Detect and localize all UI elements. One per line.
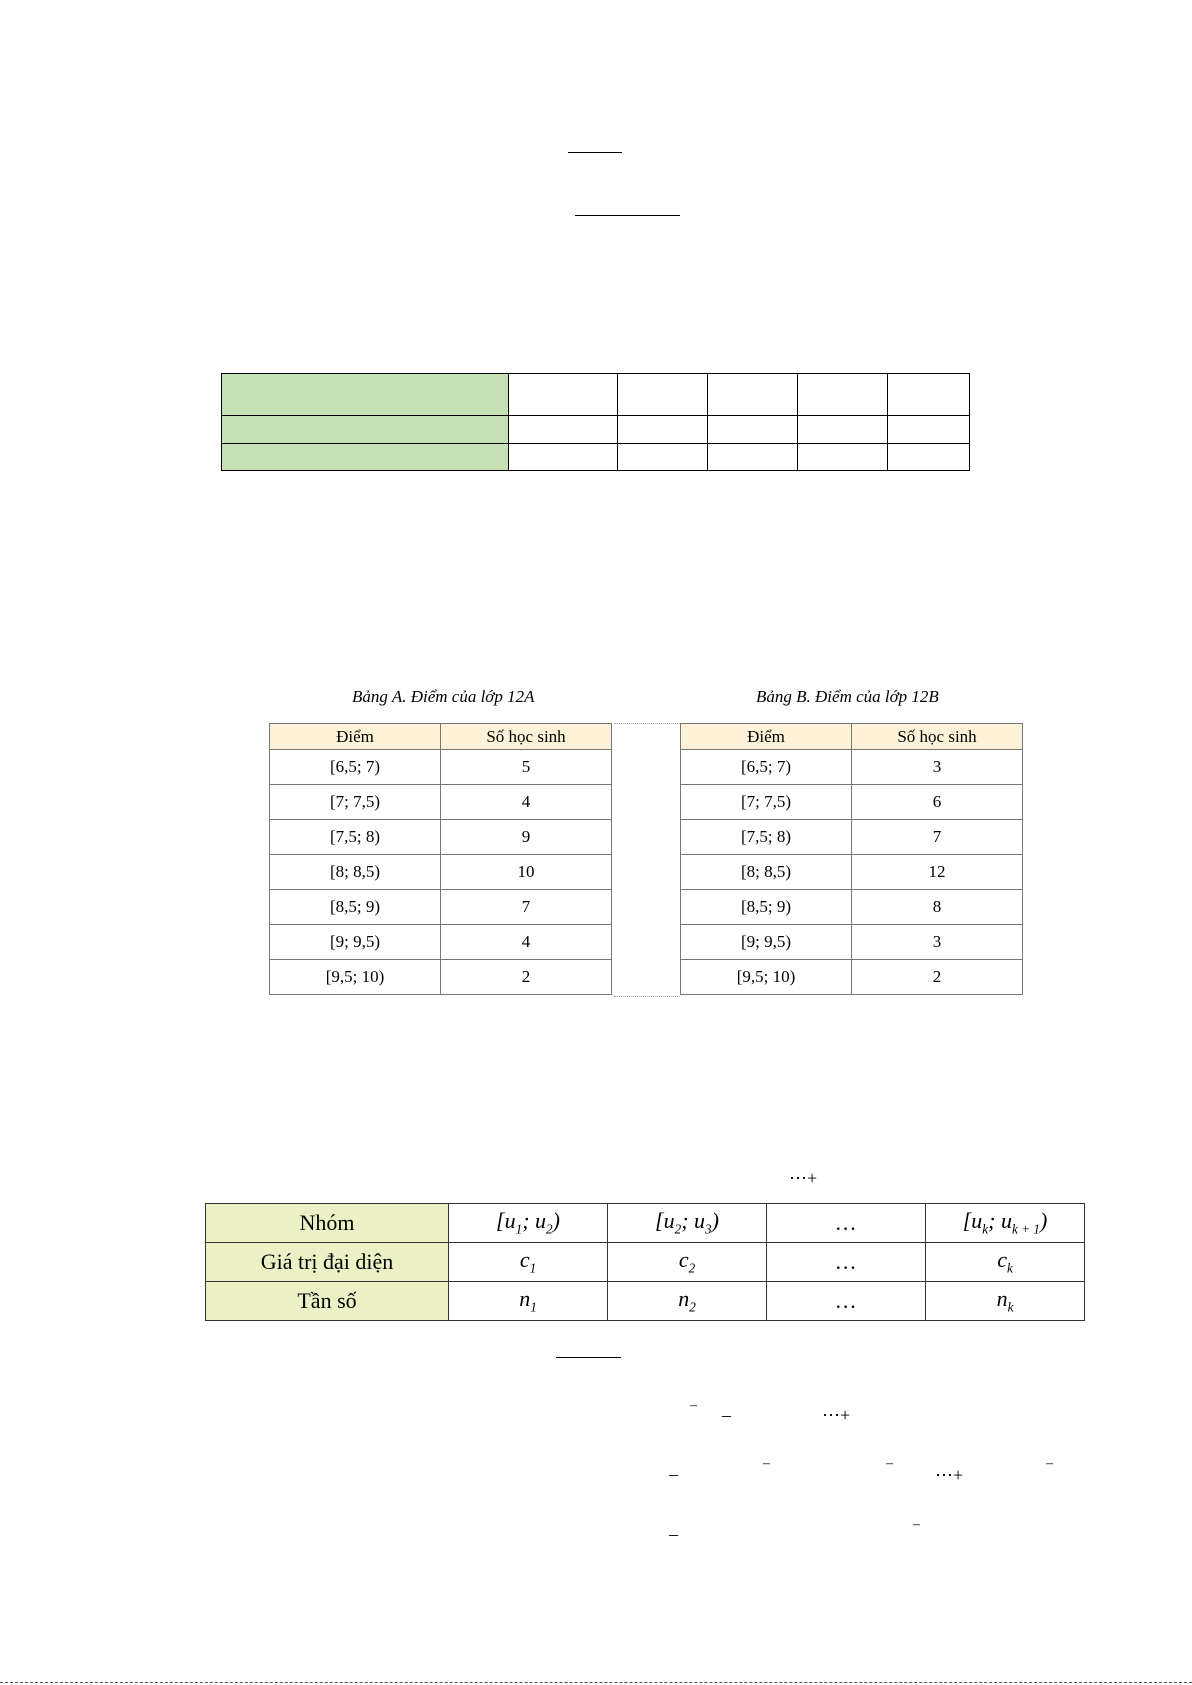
student-count-cell: 6 xyxy=(852,785,1023,820)
score-range-cell: [7; 7,5) xyxy=(681,785,852,820)
subscript: 2 xyxy=(688,1260,696,1276)
bound-subscript: 3 xyxy=(705,1221,712,1237)
score-range-cell: [8,5; 9) xyxy=(270,890,441,925)
column-header-students: Số học sinh xyxy=(852,724,1023,750)
student-count-cell: 4 xyxy=(441,785,612,820)
score-range-cell: [8,5; 9) xyxy=(681,890,852,925)
table-row xyxy=(681,925,1023,960)
symbol: n xyxy=(996,1286,1008,1312)
bound-subscript: 1 xyxy=(515,1221,523,1237)
table-row xyxy=(270,750,612,785)
page-edge-line xyxy=(0,1682,1192,1683)
fraction-bar xyxy=(575,215,680,216)
overline-mark: – xyxy=(913,1517,920,1532)
table-row xyxy=(270,785,612,820)
frequency-cell xyxy=(608,1282,767,1321)
score-range-cell: [6,5; 7) xyxy=(681,750,852,785)
table-row xyxy=(681,750,1023,785)
bound-symbol: u xyxy=(535,1208,547,1234)
score-range-cell: [9; 9,5) xyxy=(681,925,852,960)
bound-subscript: k + 1 xyxy=(1011,1221,1040,1237)
group-cell: [$u_2$; $u_3$) xyxy=(608,1204,767,1243)
group-cell xyxy=(767,1204,926,1243)
table-b xyxy=(680,723,1023,995)
score-range-cell: [8; 8,5) xyxy=(681,855,852,890)
student-count-cell: 10 xyxy=(441,855,612,890)
table-label-cell xyxy=(222,416,509,444)
student-count-cell: 3 xyxy=(852,750,1023,785)
overline-mark: – xyxy=(669,1524,678,1544)
table-label-cell xyxy=(222,444,509,471)
student-count-cell: 2 xyxy=(852,960,1023,995)
bound-symbol: u xyxy=(1000,1208,1012,1234)
score-range-cell: [7,5; 8) xyxy=(681,820,852,855)
symbol: c xyxy=(678,1247,689,1273)
formula-fragment: ⋯+ xyxy=(822,1405,851,1425)
subscript: 2 xyxy=(689,1299,696,1315)
fraction-bar xyxy=(568,152,622,153)
bound-symbol: u xyxy=(694,1208,706,1234)
student-count-cell: 2 xyxy=(441,960,612,995)
group-cell: [$u_k$; $u_{k + 1}$) xyxy=(926,1204,1085,1243)
bound-subscript: 2 xyxy=(546,1221,553,1237)
student-count-cell: 8 xyxy=(852,890,1023,925)
representative-cell xyxy=(608,1243,767,1282)
representative-cell xyxy=(926,1243,1085,1282)
table-header-row xyxy=(681,724,1023,750)
table-b-caption: Bảng B. Điểm của lớp 12B xyxy=(756,687,939,706)
frequency-cell xyxy=(449,1282,608,1321)
table-row xyxy=(681,820,1023,855)
representative-cell xyxy=(767,1243,926,1282)
student-count-cell: 7 xyxy=(852,820,1023,855)
empty-statistics-table xyxy=(221,373,970,471)
table-header-row xyxy=(270,724,612,750)
student-count-cell: 12 xyxy=(852,855,1023,890)
representative-cell xyxy=(449,1243,608,1282)
column-header-students: Số học sinh xyxy=(441,724,612,750)
table-label-cell xyxy=(222,374,509,416)
row-label-representative: Giá trị đại diện xyxy=(206,1243,449,1282)
table-row xyxy=(681,960,1023,995)
student-count-cell: 4 xyxy=(441,925,612,960)
overline-mark: – xyxy=(886,1456,893,1471)
bound-subscript: k xyxy=(982,1221,989,1237)
table-row xyxy=(270,960,612,995)
table-gap xyxy=(614,723,680,997)
bound-symbol: u xyxy=(504,1208,516,1234)
bound-subscript: 2 xyxy=(674,1221,682,1237)
table-a xyxy=(269,723,612,995)
table-row xyxy=(270,820,612,855)
overline-mark: – xyxy=(690,1398,697,1413)
frequency-row xyxy=(206,1282,1085,1321)
ellipsis: … xyxy=(836,1288,856,1313)
symbol: n xyxy=(678,1286,690,1312)
overline-mark: – xyxy=(669,1464,678,1484)
score-range-cell: [7,5; 8) xyxy=(270,820,441,855)
formula-fragment: ⋯+ xyxy=(935,1465,964,1485)
fraction-bar xyxy=(556,1357,621,1358)
ellipsis: … xyxy=(836,1249,856,1274)
table-row xyxy=(681,785,1023,820)
table-row xyxy=(270,890,612,925)
formula-fragment: ⋯+ xyxy=(789,1168,818,1188)
table-a-caption: Bảng A. Điểm của lớp 12A xyxy=(352,687,535,706)
overline-mark: – xyxy=(763,1456,770,1471)
group-cell: [$u_1$; $u_2$) xyxy=(449,1204,608,1243)
table-row xyxy=(270,855,612,890)
student-count-cell: 9 xyxy=(441,820,612,855)
student-count-cell: 7 xyxy=(441,890,612,925)
symbol: c xyxy=(519,1247,530,1273)
subscript: 1 xyxy=(529,1260,537,1276)
student-count-cell: 5 xyxy=(441,750,612,785)
table-row xyxy=(681,890,1023,925)
ellipsis: … xyxy=(836,1210,856,1235)
bound-symbol: u xyxy=(663,1208,675,1234)
score-range-cell: [8; 8,5) xyxy=(270,855,441,890)
subscript: 1 xyxy=(530,1299,537,1315)
representative-row xyxy=(206,1243,1085,1282)
symbol: n xyxy=(519,1286,531,1312)
group-row xyxy=(206,1204,1085,1243)
score-range-cell: [6,5; 7) xyxy=(270,750,441,785)
bound-symbol: u xyxy=(971,1208,983,1234)
frequency-cell xyxy=(926,1282,1085,1321)
score-range-cell: [7; 7,5) xyxy=(270,785,441,820)
score-range-cell: [9,5; 10) xyxy=(270,960,441,995)
subscript: k xyxy=(1007,1299,1014,1315)
student-count-cell: 3 xyxy=(852,925,1023,960)
symbol: c xyxy=(997,1247,1007,1273)
table-row xyxy=(270,925,612,960)
score-range-cell: [9,5; 10) xyxy=(681,960,852,995)
row-label-frequency: Tần số xyxy=(206,1282,449,1321)
row-label-group: Nhóm xyxy=(206,1204,449,1243)
grouped-frequency-table xyxy=(205,1203,1085,1321)
column-header-score: Điểm xyxy=(270,724,441,750)
overline-mark: – xyxy=(1046,1456,1053,1471)
overline-mark: – xyxy=(722,1405,731,1425)
table-row xyxy=(681,855,1023,890)
column-header-score: Điểm xyxy=(681,724,852,750)
subscript: k xyxy=(1006,1260,1013,1276)
score-range-cell: [9; 9,5) xyxy=(270,925,441,960)
frequency-cell xyxy=(767,1282,926,1321)
